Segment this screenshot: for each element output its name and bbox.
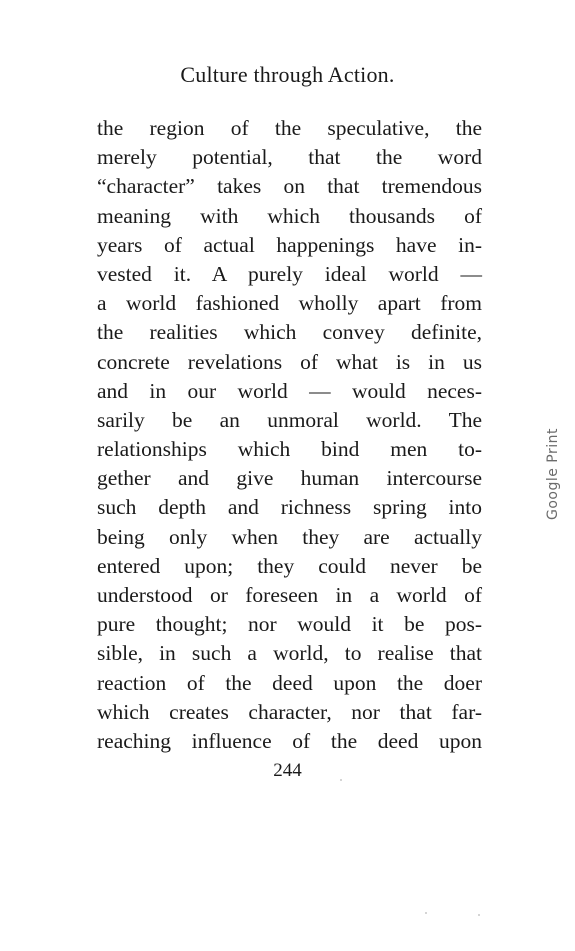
text-line: the realities which convey definite, bbox=[97, 320, 482, 345]
running-head: Culture through Action. bbox=[180, 62, 395, 87]
text-line: entered upon; they could never be bbox=[97, 553, 482, 578]
text-line: and in our world — would neces- bbox=[97, 378, 482, 403]
paper-speck bbox=[340, 779, 342, 781]
text-line: gether and give human intercourse bbox=[97, 466, 482, 491]
text-line: the region of the speculative, the bbox=[97, 116, 482, 140]
text-line: relationships which bind men to- bbox=[97, 437, 482, 462]
text-line: being only when they are actually bbox=[97, 524, 482, 549]
text-line: reaction of the deed upon the doer bbox=[97, 670, 482, 695]
text-line: reaching influence of the deed upon bbox=[97, 728, 482, 753]
text-line: which creates character, nor that far- bbox=[97, 699, 482, 724]
text-line: pure thought; nor would it be pos- bbox=[97, 612, 482, 637]
text-line: sarily be an unmoral world. The bbox=[97, 407, 482, 432]
body-text bbox=[97, 114, 482, 756]
text-line: such depth and richness spring into bbox=[97, 495, 482, 520]
text-line: meaning with which thousands of bbox=[97, 203, 482, 228]
text-line: sible, in such a world, to realise that bbox=[97, 641, 482, 666]
text-line: merely potential, that the word bbox=[97, 145, 482, 170]
text-line: concrete revelations of what is in us bbox=[97, 349, 482, 374]
page-number: 244 bbox=[273, 760, 302, 781]
text-line: “character” takes on that tremendous bbox=[97, 174, 482, 199]
text-line: years of actual happenings have in- bbox=[97, 232, 482, 257]
text-line: vested it. A purely ideal world — bbox=[97, 261, 482, 286]
watermark-text: Google Print bbox=[545, 427, 561, 521]
text-line: understood or foreseen in a world of bbox=[97, 583, 482, 607]
paper-speck bbox=[425, 912, 427, 914]
paper-speck bbox=[478, 914, 480, 916]
text-line: a world fashioned wholly apart from bbox=[97, 291, 482, 316]
